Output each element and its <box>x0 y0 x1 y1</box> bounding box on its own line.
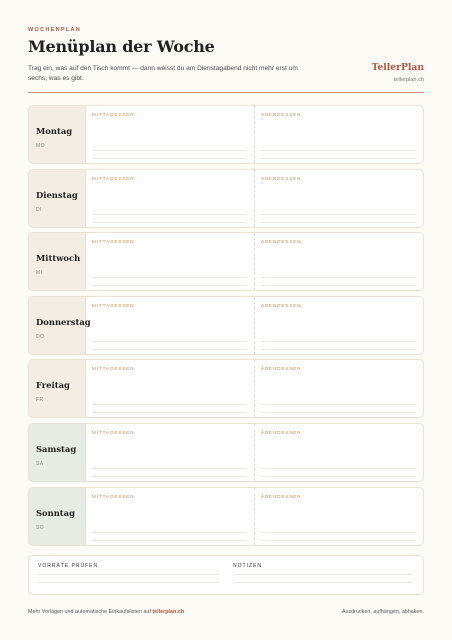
day-label <box>29 360 86 417</box>
day-row <box>28 169 424 228</box>
day-name: Mittwoch <box>36 253 81 264</box>
day-row <box>28 359 424 418</box>
write-line <box>261 476 416 477</box>
footer <box>28 609 424 615</box>
lunch-label: MITTAGESSEN <box>92 112 135 117</box>
write-line <box>92 285 247 286</box>
day-row <box>28 487 424 546</box>
write-line <box>261 412 416 413</box>
lunch-cell[interactable] <box>86 297 254 354</box>
write-line <box>261 540 416 541</box>
dinner-cell[interactable] <box>254 488 423 545</box>
day-label <box>29 233 86 290</box>
day-abbr: DO <box>36 333 45 340</box>
day-abbr: MI <box>36 270 43 277</box>
kicker: WOCHENPLAN <box>28 27 82 33</box>
write-line <box>92 158 247 159</box>
write-line <box>261 468 416 469</box>
notes-label: NOTIZEN <box>233 563 262 569</box>
dinner-cell[interactable] <box>254 170 423 227</box>
write-line <box>261 341 416 342</box>
day-label <box>29 488 86 545</box>
dinner-cell[interactable] <box>254 233 423 290</box>
footer-text: Mehr Vorlagen und automatische Einkaufslisten auf <box>28 609 151 615</box>
footer-link[interactable]: tellerplan.ch <box>152 609 185 615</box>
day-label <box>29 170 86 227</box>
day-row <box>28 296 424 355</box>
write-line <box>261 532 416 533</box>
lunch-label: MITTAGESSEN <box>92 366 135 372</box>
day-label <box>29 106 86 163</box>
write-line <box>92 222 247 223</box>
dinner-label: ABENDESSEN <box>261 302 302 308</box>
header-divider <box>28 92 424 93</box>
write-line <box>92 349 247 350</box>
write-line <box>92 476 247 477</box>
dinner-cell[interactable] <box>254 424 423 481</box>
notes-section <box>28 555 424 595</box>
brand-url: tellerplan.ch <box>393 77 424 83</box>
dinner-cell[interactable] <box>254 106 423 163</box>
day-label <box>29 297 91 354</box>
dinner-label: ABENDESSEN <box>261 429 302 435</box>
write-line <box>261 349 416 350</box>
write-line <box>92 277 247 278</box>
supplies-line[interactable] <box>38 582 220 583</box>
lunch-label: MITTAGESSEN <box>92 175 135 181</box>
write-line <box>92 412 247 413</box>
write-line <box>92 540 247 541</box>
lunch-cell[interactable] <box>86 488 254 545</box>
brand-logo: TellerPlan <box>371 62 424 73</box>
write-line <box>92 532 247 533</box>
dinner-label: ABENDESSEN <box>261 366 302 372</box>
supplies-column <box>38 563 220 569</box>
page-header <box>28 27 424 93</box>
write-line <box>261 404 416 405</box>
write-line <box>261 214 416 215</box>
write-line <box>92 468 247 469</box>
day-row <box>28 423 424 482</box>
write-line <box>92 341 247 342</box>
notes-column <box>233 563 413 569</box>
day-abbr: MO <box>36 143 45 149</box>
day-name: Sonntag <box>36 507 75 518</box>
write-line <box>92 214 247 215</box>
day-abbr: DI <box>36 206 42 213</box>
notes-line[interactable] <box>233 574 413 575</box>
day-abbr: SA <box>36 460 44 467</box>
lunch-cell[interactable] <box>86 360 254 417</box>
lunch-label: MITTAGESSEN <box>92 429 135 435</box>
write-line <box>92 150 247 151</box>
dinner-label: ABENDESSEN <box>261 112 302 117</box>
write-line <box>261 277 416 278</box>
lunch-label: MITTAGESSEN <box>92 239 135 245</box>
day-row <box>28 232 424 291</box>
write-line <box>261 150 416 151</box>
day-name: Donnerstag <box>36 316 91 327</box>
supplies-line[interactable] <box>38 574 220 575</box>
write-line <box>261 285 416 286</box>
write-line <box>261 222 416 223</box>
day-name: Samstag <box>36 443 77 454</box>
day-name: Freitag <box>36 380 70 391</box>
page-title: Menüplan der Woche <box>28 37 215 56</box>
week-plan <box>28 105 424 550</box>
day-name: Dienstag <box>36 189 78 200</box>
write-line <box>261 158 416 159</box>
brand <box>372 62 424 83</box>
lunch-cell[interactable] <box>86 170 254 227</box>
footer-tagline: Ausdrucken, aufhängen, abhaken. <box>341 609 424 615</box>
write-line <box>92 404 247 405</box>
lunch-cell[interactable] <box>86 233 254 290</box>
intro-text: Trag ein, was auf den Tisch kommt — dann weisst du am Dienstagabend nicht mehr erst um sechs, was es gibt. <box>28 65 298 83</box>
supplies-label: VORRÄTE PRÜFEN <box>38 563 99 569</box>
dinner-label: ABENDESSEN <box>261 493 302 499</box>
day-abbr: FR <box>36 397 44 404</box>
dinner-cell[interactable] <box>254 297 423 354</box>
day-row <box>28 105 424 164</box>
lunch-label: MITTAGESSEN <box>92 302 135 308</box>
dinner-cell[interactable] <box>254 360 423 417</box>
dinner-label: ABENDESSEN <box>261 175 302 181</box>
lunch-cell[interactable] <box>86 424 254 481</box>
lunch-label: MITTAGESSEN <box>92 493 135 499</box>
notes-line[interactable] <box>233 582 413 583</box>
day-abbr: SO <box>36 524 45 531</box>
dinner-label: ABENDESSEN <box>261 239 302 245</box>
day-name: Montag <box>36 126 73 136</box>
day-label <box>29 424 86 481</box>
lunch-cell[interactable] <box>86 106 254 163</box>
